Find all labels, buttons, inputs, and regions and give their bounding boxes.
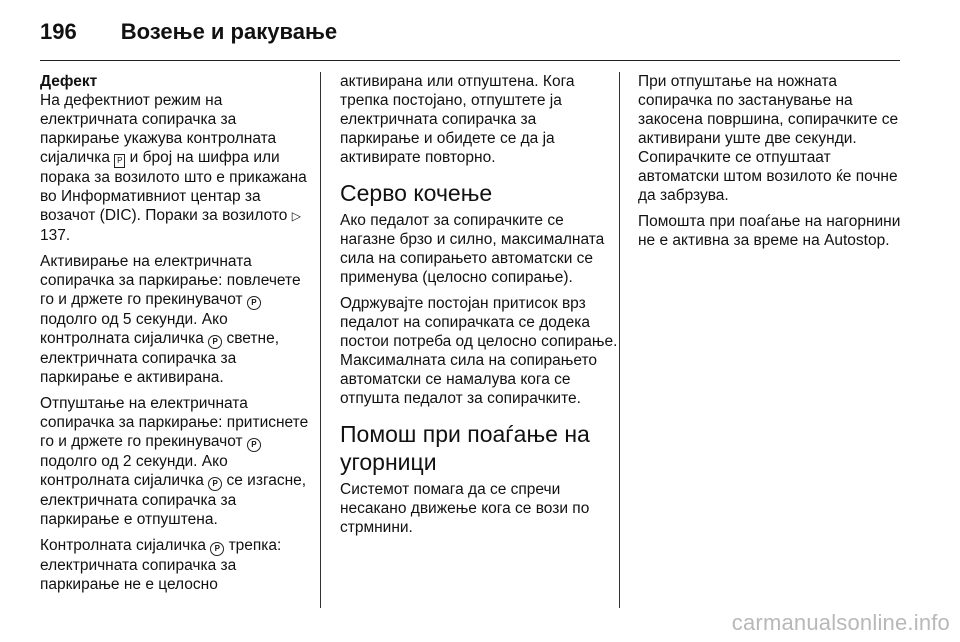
column-divider-1 — [320, 72, 321, 608]
column-divider-2 — [619, 72, 620, 608]
column-2 — [340, 72, 618, 544]
text-segment: трепка: електричната сопирачка за паркирање не е целосно — [40, 537, 282, 593]
paragraph-activation — [40, 252, 318, 387]
page-header — [40, 18, 900, 48]
parking-brake-icon: P — [208, 477, 222, 491]
parking-brake-icon: P — [210, 542, 224, 556]
text-segment: светне, електричната сопирачка за паркирање е активирана. — [40, 330, 280, 386]
column-3 — [638, 72, 908, 257]
paragraph-flashing — [40, 536, 318, 594]
parking-brake-icon: P — [208, 335, 222, 349]
subheading-defect: Дефект — [40, 73, 98, 90]
column-1 — [40, 72, 318, 601]
paragraph-hill-3: Помошта при поаѓање на нагорнини не е активна за време на Autostop. — [638, 213, 901, 249]
paragraph-flashing-continued: активирана или отпуштена. Кога трепка постојано, отпуштете ја електричната сопирачка за паркирање и обидете се да ја активирате повторно. — [340, 73, 575, 166]
text-segment: се изгасне, електричната сопирачка за паркирање е отпуштена. — [40, 472, 307, 528]
page-reference-arrow-icon: ▷ — [291, 209, 301, 223]
brake-warning-icon: P — [114, 154, 125, 168]
parking-brake-icon: P — [247, 296, 261, 310]
text-segment: подолго од 2 секунди. Ако контролната сијаличка — [40, 453, 228, 489]
text-segment: подолго од 5 секунди. Ако контролната сијаличка — [40, 311, 228, 347]
paragraph-defect-mode — [40, 91, 318, 245]
text-segment: Активирање на електричната сопирачка за паркирање: повлечете го и држете го прекинувачот — [40, 253, 301, 308]
parking-brake-icon: P — [247, 438, 261, 452]
paragraph-servo-1: Ако педалот за сопирачките се нагазне брзо и силно, максималната сила на сопирањето автоматски се применува (целосно сопирање). — [340, 212, 605, 286]
heading-hill-start-assist: Помош при поаѓање на угорници — [340, 421, 590, 475]
text-segment: и број на шифра или порака за возилото што е прикажана во Информативниот центар за возачот (DIC). Пораки за возилото — [40, 149, 307, 224]
heading-servo-braking: Серво кочење — [340, 180, 493, 206]
paragraph-hill-2: При отпуштање на ножната сопирачка по застанување на закосена површина, сопирачките се активирани уште две секунди. Сопирачките се отпуштаат автоматски штом возилото ќе почне да забрзува. — [638, 73, 899, 204]
paragraph-release — [40, 394, 318, 529]
text-segment: На дефектниот режим на електричната сопирачка за паркирање укажува контролната сијаличка — [40, 92, 277, 166]
page-reference: 137. — [40, 227, 71, 244]
chapter-title: Возење и ракување — [120, 19, 338, 44]
text-segment: Отпуштање на електричната сопирачка за паркирање: притиснете го и држете го прекинувачот — [40, 395, 309, 450]
paragraph-servo-2: Одржувајте постојан притисок врз педалот на сопирачката се додека постои потреба од целосно сопирање. Максималната сила на сопирањето автоматски се намалува кога се отпушта педалот за сопирачките. — [340, 295, 618, 407]
text-segment: Контролната сијаличка — [40, 537, 206, 554]
paragraph-hill-1: Системот помага да се спречи несакано движење кога се вози по стрмнини. — [340, 481, 590, 536]
watermark: carmanualsonline.info — [731, 610, 950, 635]
page-number: 196 — [40, 19, 77, 44]
header-rule — [40, 60, 900, 61]
